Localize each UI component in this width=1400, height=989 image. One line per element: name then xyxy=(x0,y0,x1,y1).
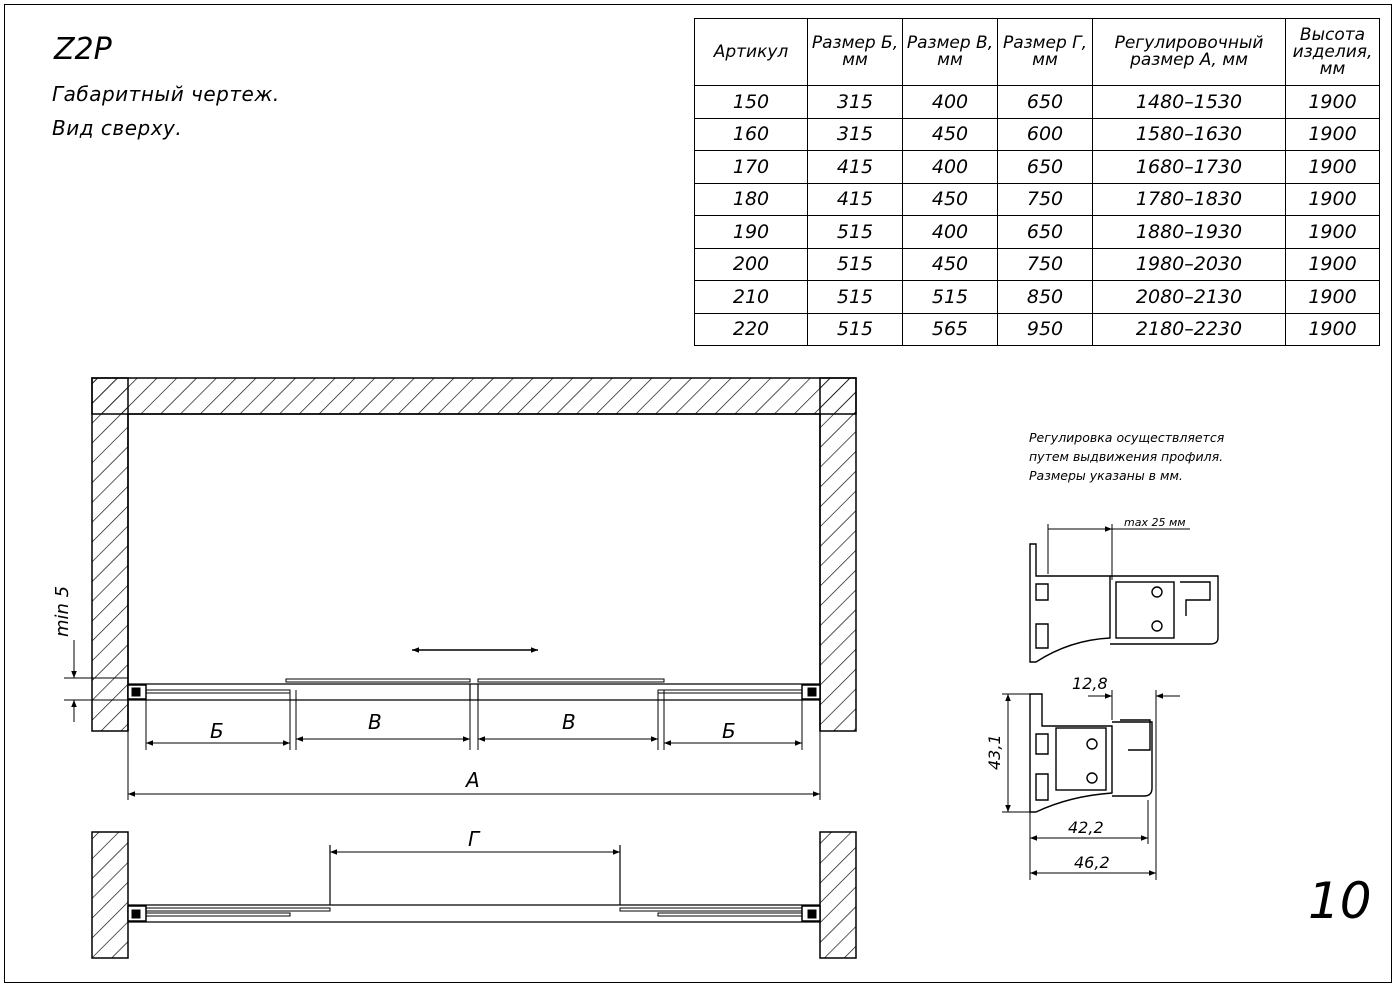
profile-detail-dimensioned xyxy=(1030,694,1152,812)
header-size-g: Размер Г, мм xyxy=(998,19,1093,86)
cell-g: 650 xyxy=(998,86,1093,119)
cell-g: 750 xyxy=(998,183,1093,216)
cell-g: 650 xyxy=(998,216,1093,249)
cell-g: 850 xyxy=(998,281,1093,314)
cell-article: 180 xyxy=(695,183,808,216)
label-g: Г xyxy=(468,827,480,851)
label-12-8: 12,8 xyxy=(1072,674,1108,693)
cell-height: 1900 xyxy=(1286,118,1380,151)
cell-v: 515 xyxy=(903,281,998,314)
cell-height: 1900 xyxy=(1286,281,1380,314)
cell-a: 1580–1630 xyxy=(1093,118,1286,151)
cell-b: 315 xyxy=(808,118,903,151)
cell-b: 515 xyxy=(808,216,903,249)
wall-back xyxy=(92,378,856,414)
product-title: Z2P xyxy=(54,32,112,67)
cell-article: 190 xyxy=(695,216,808,249)
cell-article: 160 xyxy=(695,118,808,151)
note-adjustment: Регулировка осуществляется xyxy=(1029,430,1225,445)
cell-g: 600 xyxy=(998,118,1093,151)
cell-a: 1880–1930 xyxy=(1093,216,1286,249)
header-height: Высота изделия, мм xyxy=(1286,19,1380,86)
cell-article: 150 xyxy=(695,86,808,119)
cell-height: 1900 xyxy=(1286,313,1380,346)
page-number: 10 xyxy=(1308,872,1372,930)
cell-height: 1900 xyxy=(1286,86,1380,119)
header-size-a: Регулировочный размер А, мм xyxy=(1093,19,1286,86)
dimension-segments xyxy=(146,690,802,750)
cell-a: 1480–1530 xyxy=(1093,86,1286,119)
label-46-2: 46,2 xyxy=(1074,853,1110,872)
cell-g: 950 xyxy=(998,313,1093,346)
wall-left-lower xyxy=(92,832,128,958)
cell-height: 1900 xyxy=(1286,183,1380,216)
wall-right xyxy=(820,378,856,731)
header-size-v: Размер В, мм xyxy=(903,19,998,86)
label-b-right: Б xyxy=(722,719,736,743)
cell-height: 1900 xyxy=(1286,248,1380,281)
cell-a: 2180–2230 xyxy=(1093,313,1286,346)
cell-a: 1680–1730 xyxy=(1093,151,1286,184)
cell-v: 400 xyxy=(903,151,998,184)
cell-v: 450 xyxy=(903,118,998,151)
label-max25: max 25 мм xyxy=(1124,516,1186,529)
note-profile: путем выдвижения профиля. xyxy=(1029,449,1224,464)
cell-v: 400 xyxy=(903,86,998,119)
label-v-right: В xyxy=(562,710,576,734)
cell-b: 315 xyxy=(808,86,903,119)
cell-b: 415 xyxy=(808,183,903,216)
note-units: Размеры указаны в мм. xyxy=(1029,468,1183,483)
cell-v: 450 xyxy=(903,248,998,281)
profile-detail-dimensions xyxy=(1002,690,1180,880)
cell-b: 515 xyxy=(808,281,903,314)
cell-g: 750 xyxy=(998,248,1093,281)
profile-detail-extended xyxy=(1030,524,1218,662)
cell-article: 200 xyxy=(695,248,808,281)
cell-a: 2080–2130 xyxy=(1093,281,1286,314)
label-b-left: Б xyxy=(210,719,224,743)
header-size-b: Размер Б, мм xyxy=(808,19,903,86)
wall-right-lower xyxy=(820,832,856,958)
cell-g: 650 xyxy=(998,151,1093,184)
cell-a: 1980–2030 xyxy=(1093,248,1286,281)
header-article: Артикул xyxy=(695,19,808,86)
cell-b: 515 xyxy=(808,248,903,281)
top-view-walls xyxy=(92,378,856,731)
cell-a: 1780–1830 xyxy=(1093,183,1286,216)
wall-inner-fill xyxy=(129,415,819,685)
cell-b: 415 xyxy=(808,151,903,184)
cell-v: 450 xyxy=(903,183,998,216)
label-43-1: 43,1 xyxy=(985,734,1004,770)
cell-article: 170 xyxy=(695,151,808,184)
cell-b: 515 xyxy=(808,313,903,346)
label-v-left: В xyxy=(368,710,382,734)
label-a: А xyxy=(466,768,480,792)
subtitle-view: Вид сверху. xyxy=(52,116,183,140)
open-view-profile xyxy=(128,845,820,922)
cell-article: 210 xyxy=(695,281,808,314)
cell-v: 400 xyxy=(903,216,998,249)
cell-v: 565 xyxy=(903,313,998,346)
cell-height: 1900 xyxy=(1286,151,1380,184)
label-42-2: 42,2 xyxy=(1068,818,1104,837)
label-min5: min 5 xyxy=(52,585,73,637)
cell-article: 220 xyxy=(695,313,808,346)
cell-height: 1900 xyxy=(1286,216,1380,249)
subtitle-drawing-type: Габаритный чертеж. xyxy=(52,82,280,106)
